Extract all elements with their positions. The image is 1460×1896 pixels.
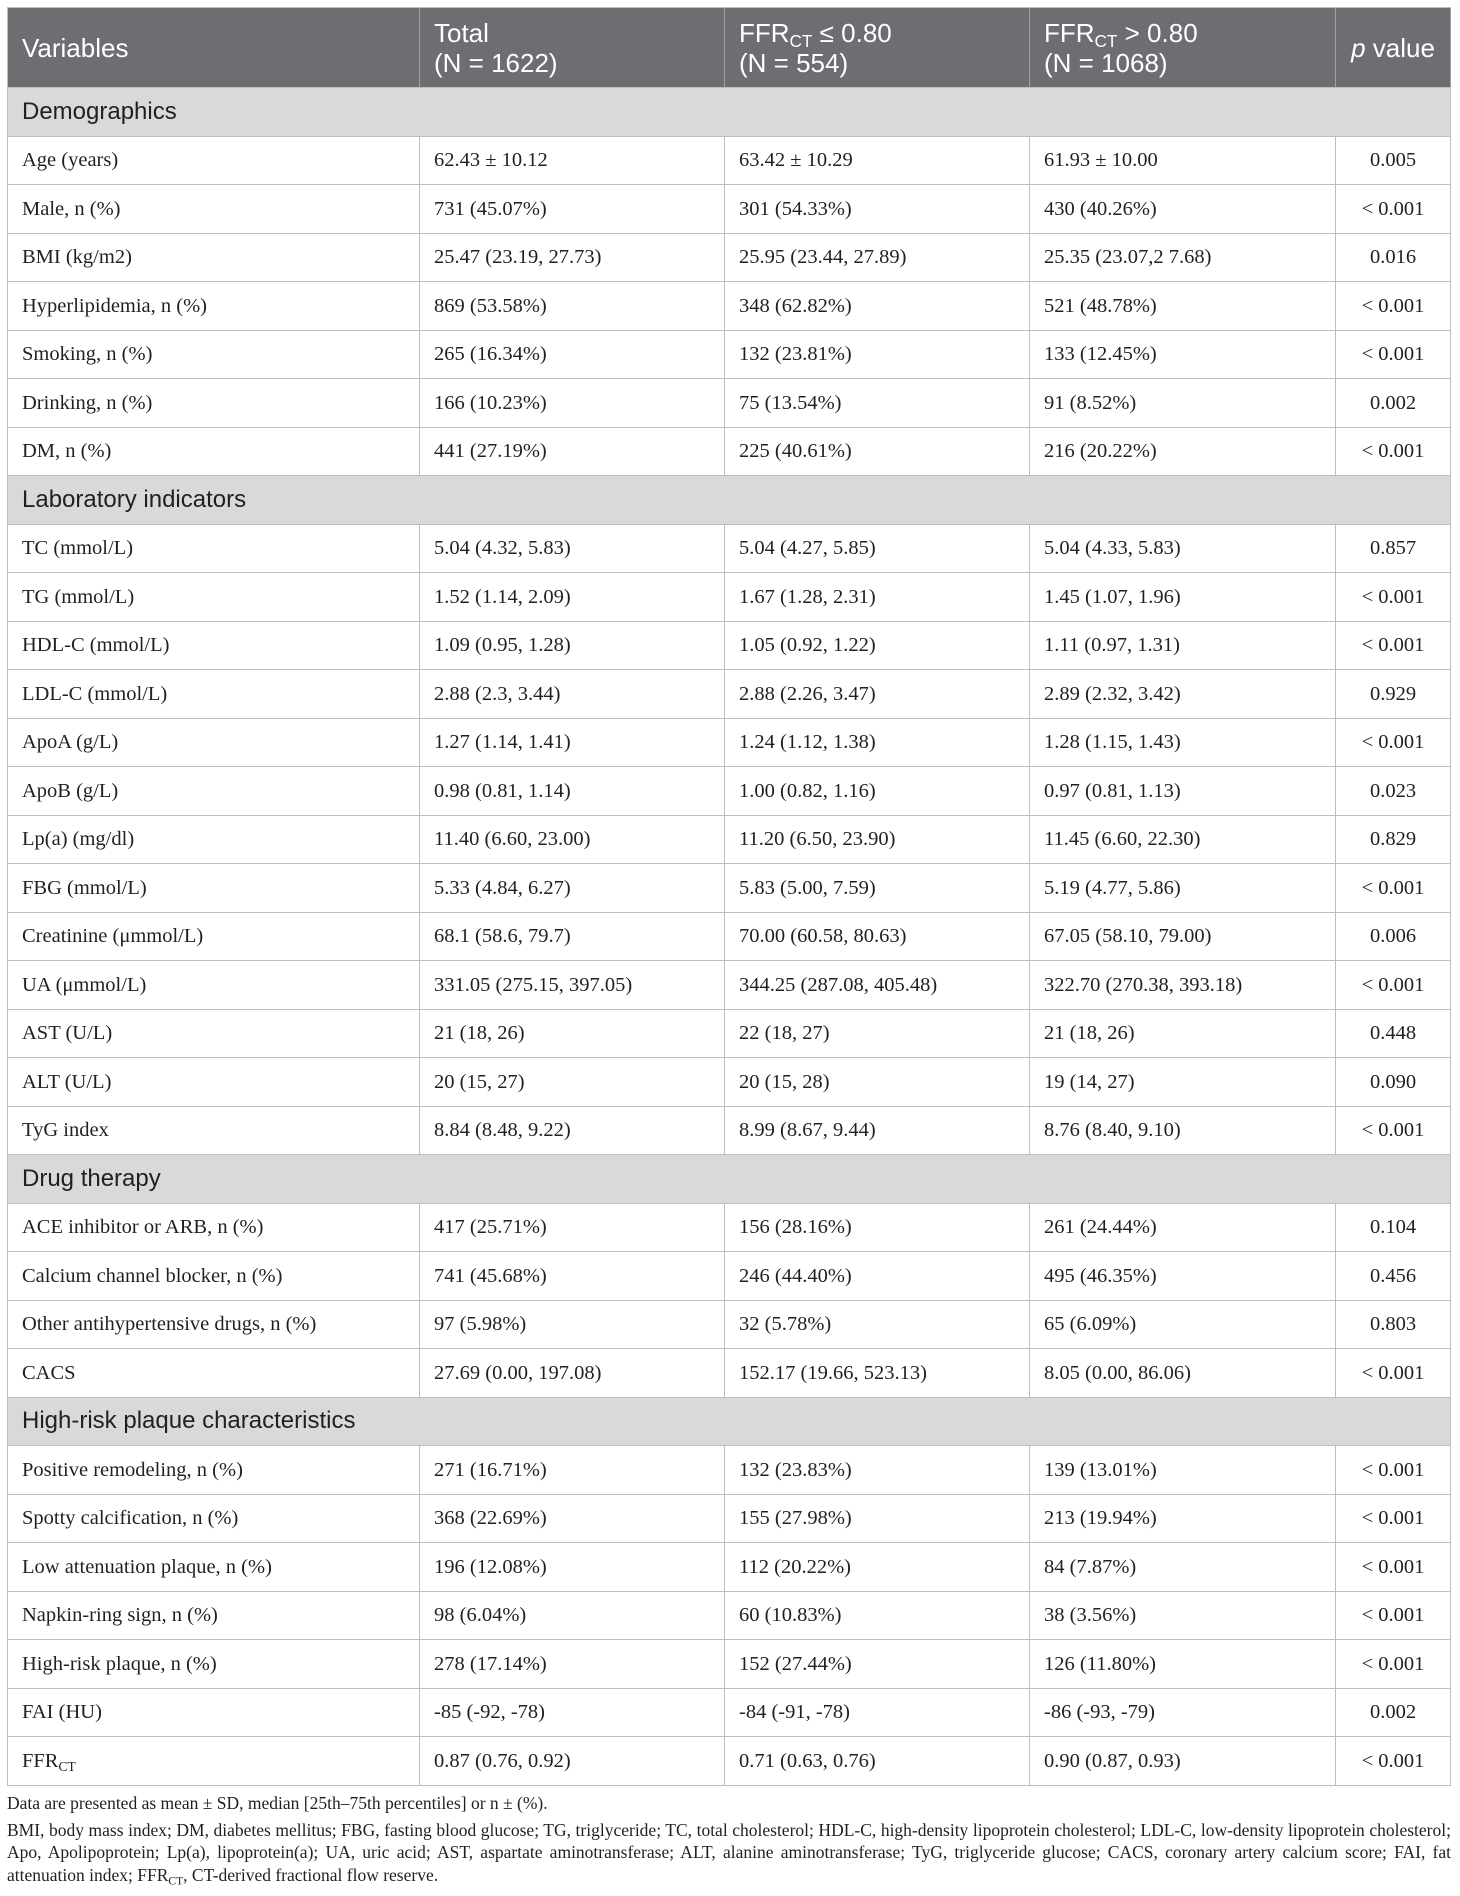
- ffrct-le-0-80-cell: 22 (18, 27): [725, 1010, 1030, 1059]
- p-value-cell: 0.090: [1336, 1058, 1451, 1107]
- ffrct-gt-0-80-cell: 38 (3.56%): [1030, 1592, 1336, 1641]
- value-text: value: [1365, 32, 1435, 63]
- ffrct-gt-0-80-cell: 1.45 (1.07, 1.96): [1030, 573, 1336, 622]
- total-cell: 98 (6.04%): [420, 1592, 725, 1641]
- ffrct-le-0-80-cell: 75 (13.54%): [725, 379, 1030, 428]
- variable-cell: Low attenuation plaque, n (%): [8, 1543, 420, 1592]
- ffrct-le-0-80-cell: -84 (-91, -78): [725, 1689, 1030, 1738]
- header-total-n: (N = 1622): [434, 47, 558, 78]
- ffrct-le-0-80-cell: 348 (62.82%): [725, 282, 1030, 331]
- total-cell: 271 (16.71%): [420, 1446, 725, 1495]
- section-header-row: [8, 1398, 1451, 1447]
- ffrct-gt-0-80-cell: 139 (13.01%): [1030, 1446, 1336, 1495]
- ffrct-le-0-80-cell: 20 (15, 28): [725, 1058, 1030, 1107]
- p-value-cell: 0.002: [1336, 379, 1451, 428]
- variable-cell: FBG (mmol/L): [8, 864, 420, 913]
- ffrct-le-0-80-cell: 70.00 (60.58, 80.63): [725, 913, 1030, 962]
- variable-cell: TyG index: [8, 1107, 420, 1156]
- p-value-cell: < 0.001: [1336, 1349, 1451, 1398]
- variable-cell: CACS: [8, 1349, 420, 1398]
- p-value-cell: < 0.001: [1336, 622, 1451, 671]
- ffrct-gt-0-80-cell: 1.28 (1.15, 1.43): [1030, 719, 1336, 768]
- ffrct-gt-0-80-cell: 25.35 (23.07,2 7.68): [1030, 234, 1336, 283]
- variable-cell: TG (mmol/L): [8, 573, 420, 622]
- table-row: [8, 1640, 1451, 1689]
- total-cell: 1.27 (1.14, 1.41): [420, 719, 725, 768]
- ffrct-le-0-80-cell: 1.24 (1.12, 1.38): [725, 719, 1030, 768]
- abbreviations-text: BMI, body mass index; DM, diabetes mellitus; FBG, fasting blood glucose; TG, triglyceride; TC, total cholesterol; HDL-C, high-density lipoprotein cholesterol; LDL-C, low-density lipoprotein cholesterol; Apo, Apolipoprotein; Lp(a), lipoprotein(a); UA, uric acid; AST, aspartate aminotransferase; ALT, alanine aminotransferase; TyG, triglyceride glucose; CACS, coronary artery calcium score; FAI, fat attenuation index; FFR: [7, 1819, 1451, 1885]
- ffrct-gt-0-80-cell: 5.04 (4.33, 5.83): [1030, 525, 1336, 574]
- ffrct-gt-0-80-cell: 5.19 (4.77, 5.86): [1030, 864, 1336, 913]
- p-value-cell: 0.005: [1336, 137, 1451, 186]
- table-row: [8, 913, 1451, 962]
- ffrct-gt-0-80-cell: 216 (20.22%): [1030, 428, 1336, 477]
- ffrct-gt-0-80-cell: 521 (48.78%): [1030, 282, 1336, 331]
- p-value-cell: < 0.001: [1336, 573, 1451, 622]
- total-cell: 21 (18, 26): [420, 1010, 725, 1059]
- variable-label: [22, 1749, 76, 1773]
- variable-cell: Drinking, n (%): [8, 379, 420, 428]
- total-cell: 331.05 (275.15, 397.05): [420, 961, 725, 1010]
- p-value-cell: < 0.001: [1336, 719, 1451, 768]
- ffrct-le-0-80-cell: 8.99 (8.67, 9.44): [725, 1107, 1030, 1156]
- variable-cell: Hyperlipidemia, n (%): [8, 282, 420, 331]
- total-cell: 0.87 (0.76, 0.92): [420, 1737, 725, 1786]
- table-body: [8, 88, 1451, 1786]
- ffrct-gt-0-80-cell: 65 (6.09%): [1030, 1301, 1336, 1350]
- p-value-cell: < 0.001: [1336, 864, 1451, 913]
- p-value-cell: < 0.001: [1336, 1640, 1451, 1689]
- ffrct-gt-0-80-cell: -86 (-93, -79): [1030, 1689, 1336, 1738]
- table-row: [8, 670, 1451, 719]
- total-cell: 27.69 (0.00, 197.08): [420, 1349, 725, 1398]
- p-value-cell: < 0.001: [1336, 331, 1451, 380]
- table-row: [8, 137, 1451, 186]
- ffrct-le-0-80-cell: 63.42 ± 10.29: [725, 137, 1030, 186]
- table-row: [8, 1495, 1451, 1544]
- total-cell: 265 (16.34%): [420, 331, 725, 380]
- variable-cell: LDL-C (mmol/L): [8, 670, 420, 719]
- p-value-cell: < 0.001: [1336, 1495, 1451, 1544]
- variable-cell: UA (μmmol/L): [8, 961, 420, 1010]
- ffrct-le-0-80-cell: 246 (44.40%): [725, 1252, 1030, 1301]
- p-value-cell: < 0.001: [1336, 185, 1451, 234]
- header-total-label: Total: [434, 17, 489, 48]
- p-value-cell: 0.829: [1336, 816, 1451, 865]
- variable-cell: BMI (kg/m2): [8, 234, 420, 283]
- variable-cell: ApoB (g/L): [8, 767, 420, 816]
- table-row: [8, 234, 1451, 283]
- header-ffrct-gt-0-80-label: [1044, 17, 1198, 51]
- total-cell: 62.43 ± 10.12: [420, 137, 725, 186]
- total-cell: 68.1 (58.6, 79.7): [420, 913, 725, 962]
- table-row: [8, 1204, 1451, 1253]
- table-row: [8, 1689, 1451, 1738]
- ffrct-gt-0-80-cell: 0.90 (0.87, 0.93): [1030, 1737, 1336, 1786]
- total-cell: 25.47 (23.19, 27.73): [420, 234, 725, 283]
- ct-subscript: CT: [58, 1758, 76, 1774]
- ffrct-gt-0-80-cell: 21 (18, 26): [1030, 1010, 1336, 1059]
- total-cell: 278 (17.14%): [420, 1640, 725, 1689]
- ffrct-le-0-80-cell: 155 (27.98%): [725, 1495, 1030, 1544]
- table-row: [8, 1446, 1451, 1495]
- ffrct-gt-0-80-cell: 19 (14, 27): [1030, 1058, 1336, 1107]
- baseline-characteristics-table: [7, 7, 1451, 1786]
- p-value-cell: 0.023: [1336, 767, 1451, 816]
- variable-cell: High-risk plaque, n (%): [8, 1640, 420, 1689]
- ffrct-gt-0-80-cell: 133 (12.45%): [1030, 331, 1336, 380]
- footnote-abbreviations: [7, 1819, 1451, 1887]
- p-value-cell: 0.006: [1336, 913, 1451, 962]
- total-cell: 166 (10.23%): [420, 379, 725, 428]
- table-row: [8, 525, 1451, 574]
- ffrct-le-0-80-cell: 25.95 (23.44, 27.89): [725, 234, 1030, 283]
- variable-cell: Creatinine (μmmol/L): [8, 913, 420, 962]
- variable-base-text: FFR: [22, 1749, 59, 1772]
- ffrct-le-0-80-cell: 2.88 (2.26, 3.47): [725, 670, 1030, 719]
- threshold-text: > 0.80: [1117, 17, 1198, 48]
- p-value-cell: < 0.001: [1336, 1446, 1451, 1495]
- ct-subscript: CT: [168, 1874, 184, 1887]
- header-total: [420, 8, 725, 88]
- section-title: Demographics: [8, 88, 1451, 137]
- table-row: [8, 816, 1451, 865]
- ffrct-le-0-80-cell: 156 (28.16%): [725, 1204, 1030, 1253]
- ffrct-gt-0-80-cell: 67.05 (58.10, 79.00): [1030, 913, 1336, 962]
- p-value-cell: < 0.001: [1336, 1543, 1451, 1592]
- ffrct-le-0-80-cell: 132 (23.81%): [725, 331, 1030, 380]
- table-row: [8, 1543, 1451, 1592]
- ffrct-le-0-80-cell: 5.83 (5.00, 7.59): [725, 864, 1030, 913]
- header-ffrct-gt-0-80: [1030, 8, 1336, 88]
- variable-cell: Lp(a) (mg/dl): [8, 816, 420, 865]
- p-value-cell: 0.002: [1336, 1689, 1451, 1738]
- table-row: [8, 1107, 1451, 1156]
- ffrct-le-0-80-cell: 152.17 (19.66, 523.13): [725, 1349, 1030, 1398]
- section-header-row: [8, 476, 1451, 525]
- section-header-row: [8, 1155, 1451, 1204]
- variable-cell: Other antihypertensive drugs, n (%): [8, 1301, 420, 1350]
- table-row: [8, 1737, 1451, 1786]
- total-cell: 741 (45.68%): [420, 1252, 725, 1301]
- ffrct-gt-0-80-cell: 322.70 (270.38, 393.18): [1030, 961, 1336, 1010]
- variable-cell: TC (mmol/L): [8, 525, 420, 574]
- ffrct-gt-0-80-cell: 213 (19.94%): [1030, 1495, 1336, 1544]
- total-cell: 5.33 (4.84, 6.27): [420, 864, 725, 913]
- header-ffrct-le-0-80-label: [739, 17, 892, 51]
- table-row: [8, 864, 1451, 913]
- variable-cell: Male, n (%): [8, 185, 420, 234]
- table-footnotes: [7, 1792, 1451, 1886]
- total-cell: 8.84 (8.48, 9.22): [420, 1107, 725, 1156]
- table-row: [8, 185, 1451, 234]
- ffrct-le-0-80-cell: 32 (5.78%): [725, 1301, 1030, 1350]
- p-value-cell: 0.456: [1336, 1252, 1451, 1301]
- table-row: [8, 1252, 1451, 1301]
- ffrct-le-0-80-cell: 0.71 (0.63, 0.76): [725, 1737, 1030, 1786]
- ffrct-gt-0-80-cell: 8.76 (8.40, 9.10): [1030, 1107, 1336, 1156]
- p-value-cell: < 0.001: [1336, 961, 1451, 1010]
- table-row: [8, 1058, 1451, 1107]
- total-cell: -85 (-92, -78): [420, 1689, 725, 1738]
- variable-cell: ALT (U/L): [8, 1058, 420, 1107]
- variable-cell: ApoA (g/L): [8, 719, 420, 768]
- header-variables-label: Variables: [22, 32, 129, 63]
- total-cell: 2.88 (2.3, 3.44): [420, 670, 725, 719]
- total-cell: 196 (12.08%): [420, 1543, 725, 1592]
- total-cell: 417 (25.71%): [420, 1204, 725, 1253]
- ffrct-le-0-80-cell: 344.25 (287.08, 405.48): [725, 961, 1030, 1010]
- ffrct-gt-0-80-cell: 430 (40.26%): [1030, 185, 1336, 234]
- table-row: [8, 428, 1451, 477]
- ffrct-gt-0-80-cell: 11.45 (6.60, 22.30): [1030, 816, 1336, 865]
- ffrct-le-0-80-cell: 1.05 (0.92, 1.22): [725, 622, 1030, 671]
- footnote-data-presentation: Data are presented as mean ± SD, median [25th–75th percentiles] or n ± (%).: [7, 1793, 548, 1813]
- ct-subscript: CT: [789, 30, 813, 51]
- header-variables: [8, 8, 420, 88]
- section-header-row: [8, 88, 1451, 137]
- variable-cell: Spotty calcification, n (%): [8, 1495, 420, 1544]
- total-cell: 441 (27.19%): [420, 428, 725, 477]
- variable-cell: DM, n (%): [8, 428, 420, 477]
- header-p-value: [1336, 8, 1451, 88]
- header-p-value-label: [1351, 33, 1435, 63]
- p-value-cell: < 0.001: [1336, 282, 1451, 331]
- table-row: [8, 719, 1451, 768]
- table-row: [8, 622, 1451, 671]
- ffr-text: FFR: [1044, 17, 1095, 48]
- total-cell: 0.98 (0.81, 1.14): [420, 767, 725, 816]
- variable-cell: Calcium channel blocker, n (%): [8, 1252, 420, 1301]
- variable-cell: Age (years): [8, 137, 420, 186]
- variable-cell: ACE inhibitor or ARB, n (%): [8, 1204, 420, 1253]
- ffrct-le-0-80-cell: 112 (20.22%): [725, 1543, 1030, 1592]
- header-ffrct-gt-0-80-n: (N = 1068): [1044, 47, 1168, 78]
- ffrct-le-0-80-cell: 1.67 (1.28, 2.31): [725, 573, 1030, 622]
- table-row: [8, 282, 1451, 331]
- threshold-text: ≤ 0.80: [812, 17, 892, 48]
- ffrct-gt-0-80-cell: 0.97 (0.81, 1.13): [1030, 767, 1336, 816]
- variable-cell: [8, 1737, 420, 1786]
- ffrct-le-0-80-cell: 5.04 (4.27, 5.85): [725, 525, 1030, 574]
- variable-cell: Napkin-ring sign, n (%): [8, 1592, 420, 1641]
- variable-cell: Positive remodeling, n (%): [8, 1446, 420, 1495]
- table-row: [8, 379, 1451, 428]
- ct-subscript: CT: [1094, 30, 1118, 51]
- ffrct-le-0-80-cell: 225 (40.61%): [725, 428, 1030, 477]
- variable-cell: HDL-C (mmol/L): [8, 622, 420, 671]
- ffrct-gt-0-80-cell: 495 (46.35%): [1030, 1252, 1336, 1301]
- ffrct-gt-0-80-cell: 8.05 (0.00, 86.06): [1030, 1349, 1336, 1398]
- variable-cell: AST (U/L): [8, 1010, 420, 1059]
- total-cell: 731 (45.07%): [420, 185, 725, 234]
- total-cell: 11.40 (6.60, 23.00): [420, 816, 725, 865]
- ffrct-le-0-80-cell: 60 (10.83%): [725, 1592, 1030, 1641]
- ffrct-le-0-80-cell: 11.20 (6.50, 23.90): [725, 816, 1030, 865]
- header-ffrct-le-0-80: [725, 8, 1030, 88]
- total-cell: 1.52 (1.14, 2.09): [420, 573, 725, 622]
- ffrct-le-0-80-cell: 301 (54.33%): [725, 185, 1030, 234]
- p-value-cell: 0.857: [1336, 525, 1451, 574]
- table-row: [8, 1349, 1451, 1398]
- table-row: [8, 961, 1451, 1010]
- p-value-cell: < 0.001: [1336, 1107, 1451, 1156]
- ffr-text: FFR: [739, 17, 790, 48]
- p-value-cell: < 0.001: [1336, 1592, 1451, 1641]
- p-value-cell: 0.016: [1336, 234, 1451, 283]
- ffrct-le-0-80-cell: 132 (23.83%): [725, 1446, 1030, 1495]
- total-cell: 869 (53.58%): [420, 282, 725, 331]
- total-cell: 1.09 (0.95, 1.28): [420, 622, 725, 671]
- header-ffrct-le-0-80-n: (N = 554): [739, 47, 849, 78]
- section-title: Drug therapy: [8, 1155, 1451, 1204]
- table-row: [8, 331, 1451, 380]
- abbreviations-end-text: , CT-derived fractional flow reserve.: [183, 1864, 439, 1885]
- total-cell: 20 (15, 27): [420, 1058, 725, 1107]
- ffrct-gt-0-80-cell: 126 (11.80%): [1030, 1640, 1336, 1689]
- p-value-cell: 0.803: [1336, 1301, 1451, 1350]
- p-value-cell: 0.104: [1336, 1204, 1451, 1253]
- variable-cell: Smoking, n (%): [8, 331, 420, 380]
- table-row: [8, 1592, 1451, 1641]
- total-cell: 368 (22.69%): [420, 1495, 725, 1544]
- table-row: [8, 1301, 1451, 1350]
- table-header-row: [8, 8, 1451, 88]
- ffrct-gt-0-80-cell: 61.93 ± 10.00: [1030, 137, 1336, 186]
- table-row: [8, 1010, 1451, 1059]
- ffrct-gt-0-80-cell: 1.11 (0.97, 1.31): [1030, 622, 1336, 671]
- ffrct-gt-0-80-cell: 91 (8.52%): [1030, 379, 1336, 428]
- variable-cell: FAI (HU): [8, 1689, 420, 1738]
- p-value-cell: < 0.001: [1336, 1737, 1451, 1786]
- p-value-cell: 0.448: [1336, 1010, 1451, 1059]
- ffrct-gt-0-80-cell: 2.89 (2.32, 3.42): [1030, 670, 1336, 719]
- section-title: High-risk plaque characteristics: [8, 1398, 1451, 1447]
- total-cell: 97 (5.98%): [420, 1301, 725, 1350]
- table-row: [8, 767, 1451, 816]
- total-cell: 5.04 (4.32, 5.83): [420, 525, 725, 574]
- ffrct-le-0-80-cell: 152 (27.44%): [725, 1640, 1030, 1689]
- p-italic-text: p: [1351, 32, 1366, 63]
- p-value-cell: < 0.001: [1336, 428, 1451, 477]
- table-row: [8, 573, 1451, 622]
- ffrct-le-0-80-cell: 1.00 (0.82, 1.16): [725, 767, 1030, 816]
- p-value-cell: 0.929: [1336, 670, 1451, 719]
- ffrct-gt-0-80-cell: 84 (7.87%): [1030, 1543, 1336, 1592]
- section-title: Laboratory indicators: [8, 476, 1451, 525]
- ffrct-gt-0-80-cell: 261 (24.44%): [1030, 1204, 1336, 1253]
